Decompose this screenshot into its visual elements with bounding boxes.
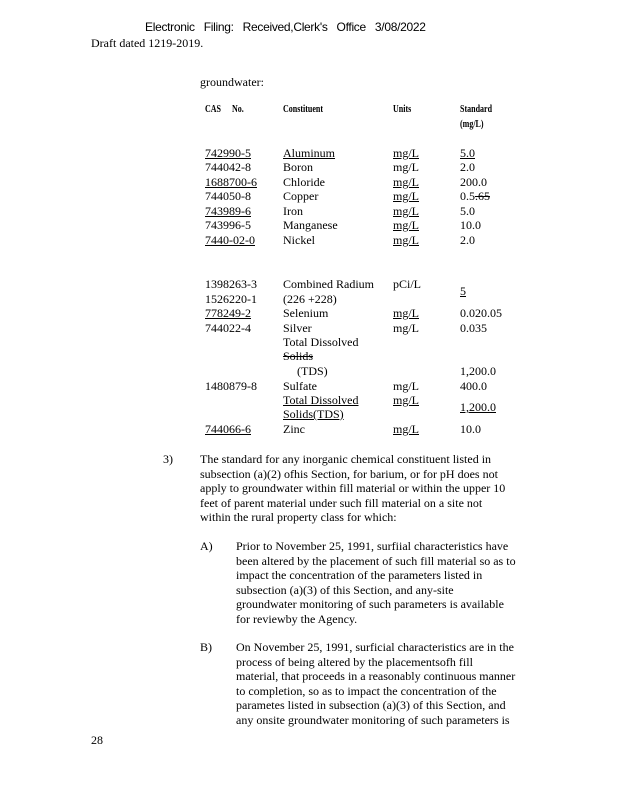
table-cell-cas: 1526220-1 [205, 292, 257, 306]
paragraph-line: been altered by the placement of such fill material so as to [236, 553, 516, 568]
table-cell-constituent: Total Dissolved [283, 393, 359, 407]
standard-new: 0.5 [460, 189, 475, 203]
table-cell-constituent: Total Dissolved [283, 335, 359, 349]
table-cell-cas: 744022-4 [205, 321, 251, 335]
table-cell-cas: 743989-6 [205, 204, 251, 218]
table-cell-standard [460, 189, 490, 204]
paragraph-line: apply to groundwater within fill material or within the upper 10 [200, 481, 506, 496]
table-cell-standard: 5.0 [460, 146, 475, 160]
table-cell-standard: 2.0 [460, 233, 475, 247]
paragraph-line: subsection (a)(3) of this Section, and any-site [236, 582, 454, 597]
section-number: 3) [163, 452, 173, 466]
table-cell-cas: 7440-02-0 [205, 233, 255, 247]
table-cell-constituent-cont: (TDS) [297, 364, 328, 378]
col-units: Units [393, 103, 412, 115]
table-cell-standard: 10.0 [460, 218, 481, 232]
col-constituent: Constituent [283, 103, 324, 115]
table-cell-cas: 743996-5 [205, 218, 251, 232]
table-cell-standard: 0.035 [460, 321, 487, 335]
intro-text: groundwater: [200, 75, 264, 89]
filing-stamp: Electronic Filing: Received,Clerk's Office 3/08/2022 [145, 20, 426, 34]
paragraph-line: feet of parent material under such fill material on a site not [200, 495, 483, 510]
table-cell-cas: 778249-2 [205, 306, 251, 320]
table-cell-constituent: Boron [283, 160, 313, 174]
table-cell-units: mg/L [393, 189, 419, 203]
table-cell-constituent-cont: (226 +228) [283, 292, 337, 306]
paragraph-line: for reviewby the Agency. [236, 611, 358, 626]
table-cell-cas: 1480879-8 [205, 379, 257, 393]
table-cell-standard: 5.0 [460, 204, 475, 218]
table-cell-cas: 742990-5 [205, 146, 251, 160]
section-3-paragraph [200, 452, 550, 525]
table-cell-constituent: Nickel [283, 233, 315, 247]
table-cell-standard: 200.0 [460, 175, 487, 189]
paragraph-line: within the rural property class for which: [200, 510, 397, 525]
paragraph-line: On November 25, 1991, surficial characteristics are in the [236, 640, 514, 654]
table-cell-units: mg/L [393, 233, 419, 247]
table-cell-units: mg/L [393, 146, 419, 160]
table-cell-constituent: Iron [283, 204, 303, 218]
table-cell-constituent: Copper [283, 189, 319, 203]
paragraph-line: impact the concentration of the parameters listed in [236, 568, 483, 583]
col-standard: Standard [460, 103, 493, 115]
table-cell-standard: 5 [460, 284, 466, 298]
table-cell-constituent: Combined Radium [283, 277, 374, 291]
table-cell-cas: 1688700-6 [205, 175, 257, 189]
table-cell-standard: 1,200.0 [460, 364, 496, 378]
table-cell-standard: 2.0 [460, 160, 475, 174]
paragraph-line: material, that proceeds in a reasonably continuous manner [236, 669, 516, 684]
col-cas: CAS [205, 103, 222, 115]
paragraph-line: to completion, so as to impact the concentration of the [236, 683, 497, 698]
item-b-number: B) [200, 640, 212, 654]
table-cell-constituent-cont: Solids(TDS) [283, 407, 344, 421]
table-cell-cas: 744066-6 [205, 422, 251, 436]
paragraph-line: Prior to November 25, 1991, surfiial characteristics have [236, 539, 509, 553]
paragraph-line: groundwater monitoring of such parameters is available [236, 597, 504, 612]
paragraph-line: subsection (a)(2) ofhis Section, for barium, or for pH does not [200, 466, 498, 481]
table-cell-standard: 0.020.05 [460, 306, 502, 320]
item-a-paragraph [236, 539, 566, 627]
table-cell-units: mg/L [393, 422, 419, 436]
col-no: No. [232, 103, 244, 115]
table-cell-units: mg/L [393, 306, 419, 320]
table-cell-cas: 744042-8 [205, 160, 251, 174]
paragraph-line: any onsite groundwater monitoring of such parameters is [236, 712, 510, 727]
table-cell-constituent: Sulfate [283, 379, 317, 393]
item-a-number: A) [200, 539, 213, 553]
table-cell-units: mg/L [393, 160, 419, 174]
table-cell-constituent-struck: Solids [283, 349, 314, 363]
paragraph-line: The standard for any inorganic chemical constituent listed in [200, 452, 492, 466]
table-cell-units: mg/L [393, 175, 419, 189]
table-cell-units: mg/L [393, 379, 419, 393]
table-cell-units: mg/L [393, 204, 419, 218]
paragraph-line: parametes listed in subsection (a)(3) of this Section, and [236, 698, 506, 713]
table-cell-constituent: Zinc [283, 422, 305, 436]
table-cell-constituent: Chloride [283, 175, 325, 189]
table-cell-constituent: Selenium [283, 306, 329, 320]
table-cell-standard: 400.0 [460, 379, 487, 393]
item-b-paragraph [236, 640, 566, 728]
table-cell-units: mg/L [393, 218, 419, 232]
table-cell-units: pCi/L [393, 277, 422, 291]
col-standard-unit: (mg/L) [460, 118, 484, 130]
paragraph-line: process of being altered by the placementsofh fill [236, 654, 473, 669]
table-cell-standard: 10.0 [460, 422, 481, 436]
table-cell-constituent: Silver [283, 321, 312, 335]
standard-struck: .65 [475, 189, 490, 203]
table-cell-constituent: Aluminum [283, 146, 336, 160]
table-cell-units: mg/L [393, 393, 419, 407]
table-cell-constituent: Manganese [283, 218, 338, 232]
table-cell-cas: 1398263-3 [205, 277, 257, 291]
table-cell-units: mg/L [393, 321, 419, 335]
table-cell-cas: 744050-8 [205, 189, 251, 203]
draft-date: Draft dated 1219-2019. [91, 36, 204, 50]
table-cell-standard: 1,200.0 [460, 400, 496, 414]
page-number: 28 [91, 733, 103, 747]
